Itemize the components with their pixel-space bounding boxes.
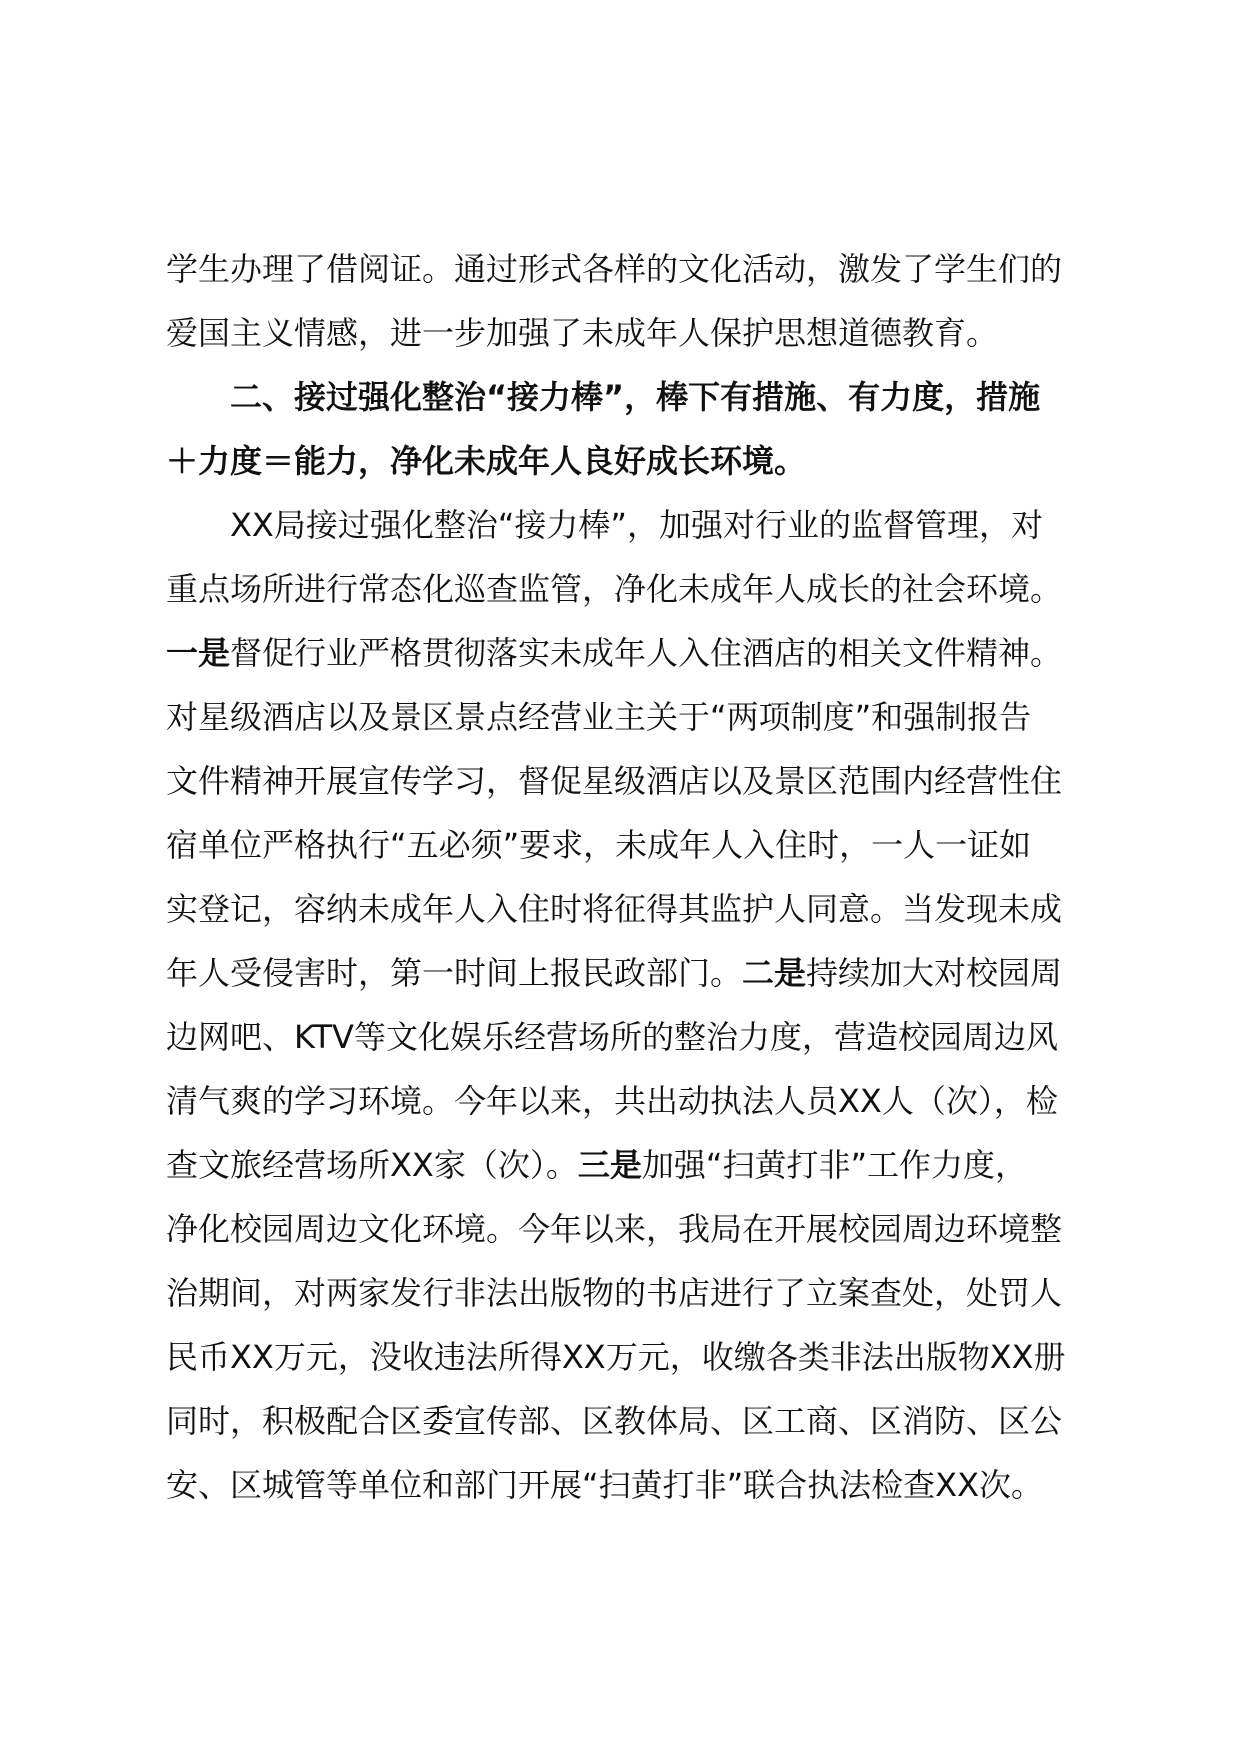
text-line: 实登记，容纳未成年人入住时将征得其监护人同意。当发现未成 xyxy=(166,890,1063,928)
text-line xyxy=(166,1133,1106,1197)
text-line: 宿单位严格执行“五必须”要求，未成年人入住时，一人一证如 xyxy=(166,826,1032,864)
text-segment: 年人受侵害时，第一时间上报民政部门。 xyxy=(166,954,743,992)
text-line: 净化校园周边文化环境。今年以来，我局在开展校园周边环境整 xyxy=(166,1210,1063,1248)
text-line: 爱国主义情感，进一步加强了未成年人保护思想道德教育。 xyxy=(166,314,999,352)
paragraph-main xyxy=(166,493,1106,1517)
text-segment: 加强“扫黄打非”工作力度， xyxy=(641,1146,1028,1184)
text-line: 清气爽的学习环境。今年以来，共出动执法人员XX人（次），检 xyxy=(166,1082,1058,1120)
text-line: 文件精神开展宣传学习，督促星级酒店以及景区范围内经营性住 xyxy=(166,762,1063,800)
text-segment: 督促行业严格贯彻落实未成年人入住酒店的相关文件精神。 xyxy=(230,634,1063,672)
text-line: 安、区城管等单位和部门开展“扫黄打非”联合执法检查XX次。 xyxy=(166,1466,1044,1504)
text-line xyxy=(166,621,1106,685)
document-body xyxy=(166,237,1106,1517)
paragraph-continued xyxy=(166,237,1106,365)
text-line: 同时，积极配合区委宣传部、区教体局、区工商、区消防、区公 xyxy=(166,1402,1063,1440)
keyword-second: 二是 xyxy=(742,954,807,992)
keyword-first: 一是 xyxy=(166,634,231,672)
text-segment: 持续加大对校园周 xyxy=(806,954,1063,992)
section-heading xyxy=(166,365,1106,493)
text-line: 边网吧、KTV等文化娱乐经营场所的整治力度，营造校园周边风 xyxy=(166,1018,1058,1056)
text-line xyxy=(166,941,1106,1005)
text-line: 治期间，对两家发行非法出版物的书店进行了立案查处，处罚人 xyxy=(166,1274,1063,1312)
keyword-third: 三是 xyxy=(577,1146,642,1184)
text-line: XX局接过强化整治“接力棒”，加强对行业的监督管理，对 xyxy=(230,506,1044,544)
heading-line: 二、接过强化整治“接力棒”，棒下有措施、有力度，措施 xyxy=(230,378,1041,416)
heading-line: ＋力度＝能力，净化未成年人良好成长环境。 xyxy=(166,442,807,480)
text-segment: 查文旅经营场所XX家（次）。 xyxy=(166,1146,578,1184)
text-line: 重点场所进行常态化巡查监管，净化未成年人成长的社会环境。 xyxy=(166,570,1063,608)
text-line: 民币XX万元，没收违法所得XX万元，收缴各类非法出版物XX册 xyxy=(166,1338,1066,1376)
text-line: 学生办理了借阅证。通过形式各样的文化活动，激发了学生们的 xyxy=(166,250,1063,288)
text-line: 对星级酒店以及景区景点经营业主关于“两项制度”和强制报告 xyxy=(166,698,1032,736)
